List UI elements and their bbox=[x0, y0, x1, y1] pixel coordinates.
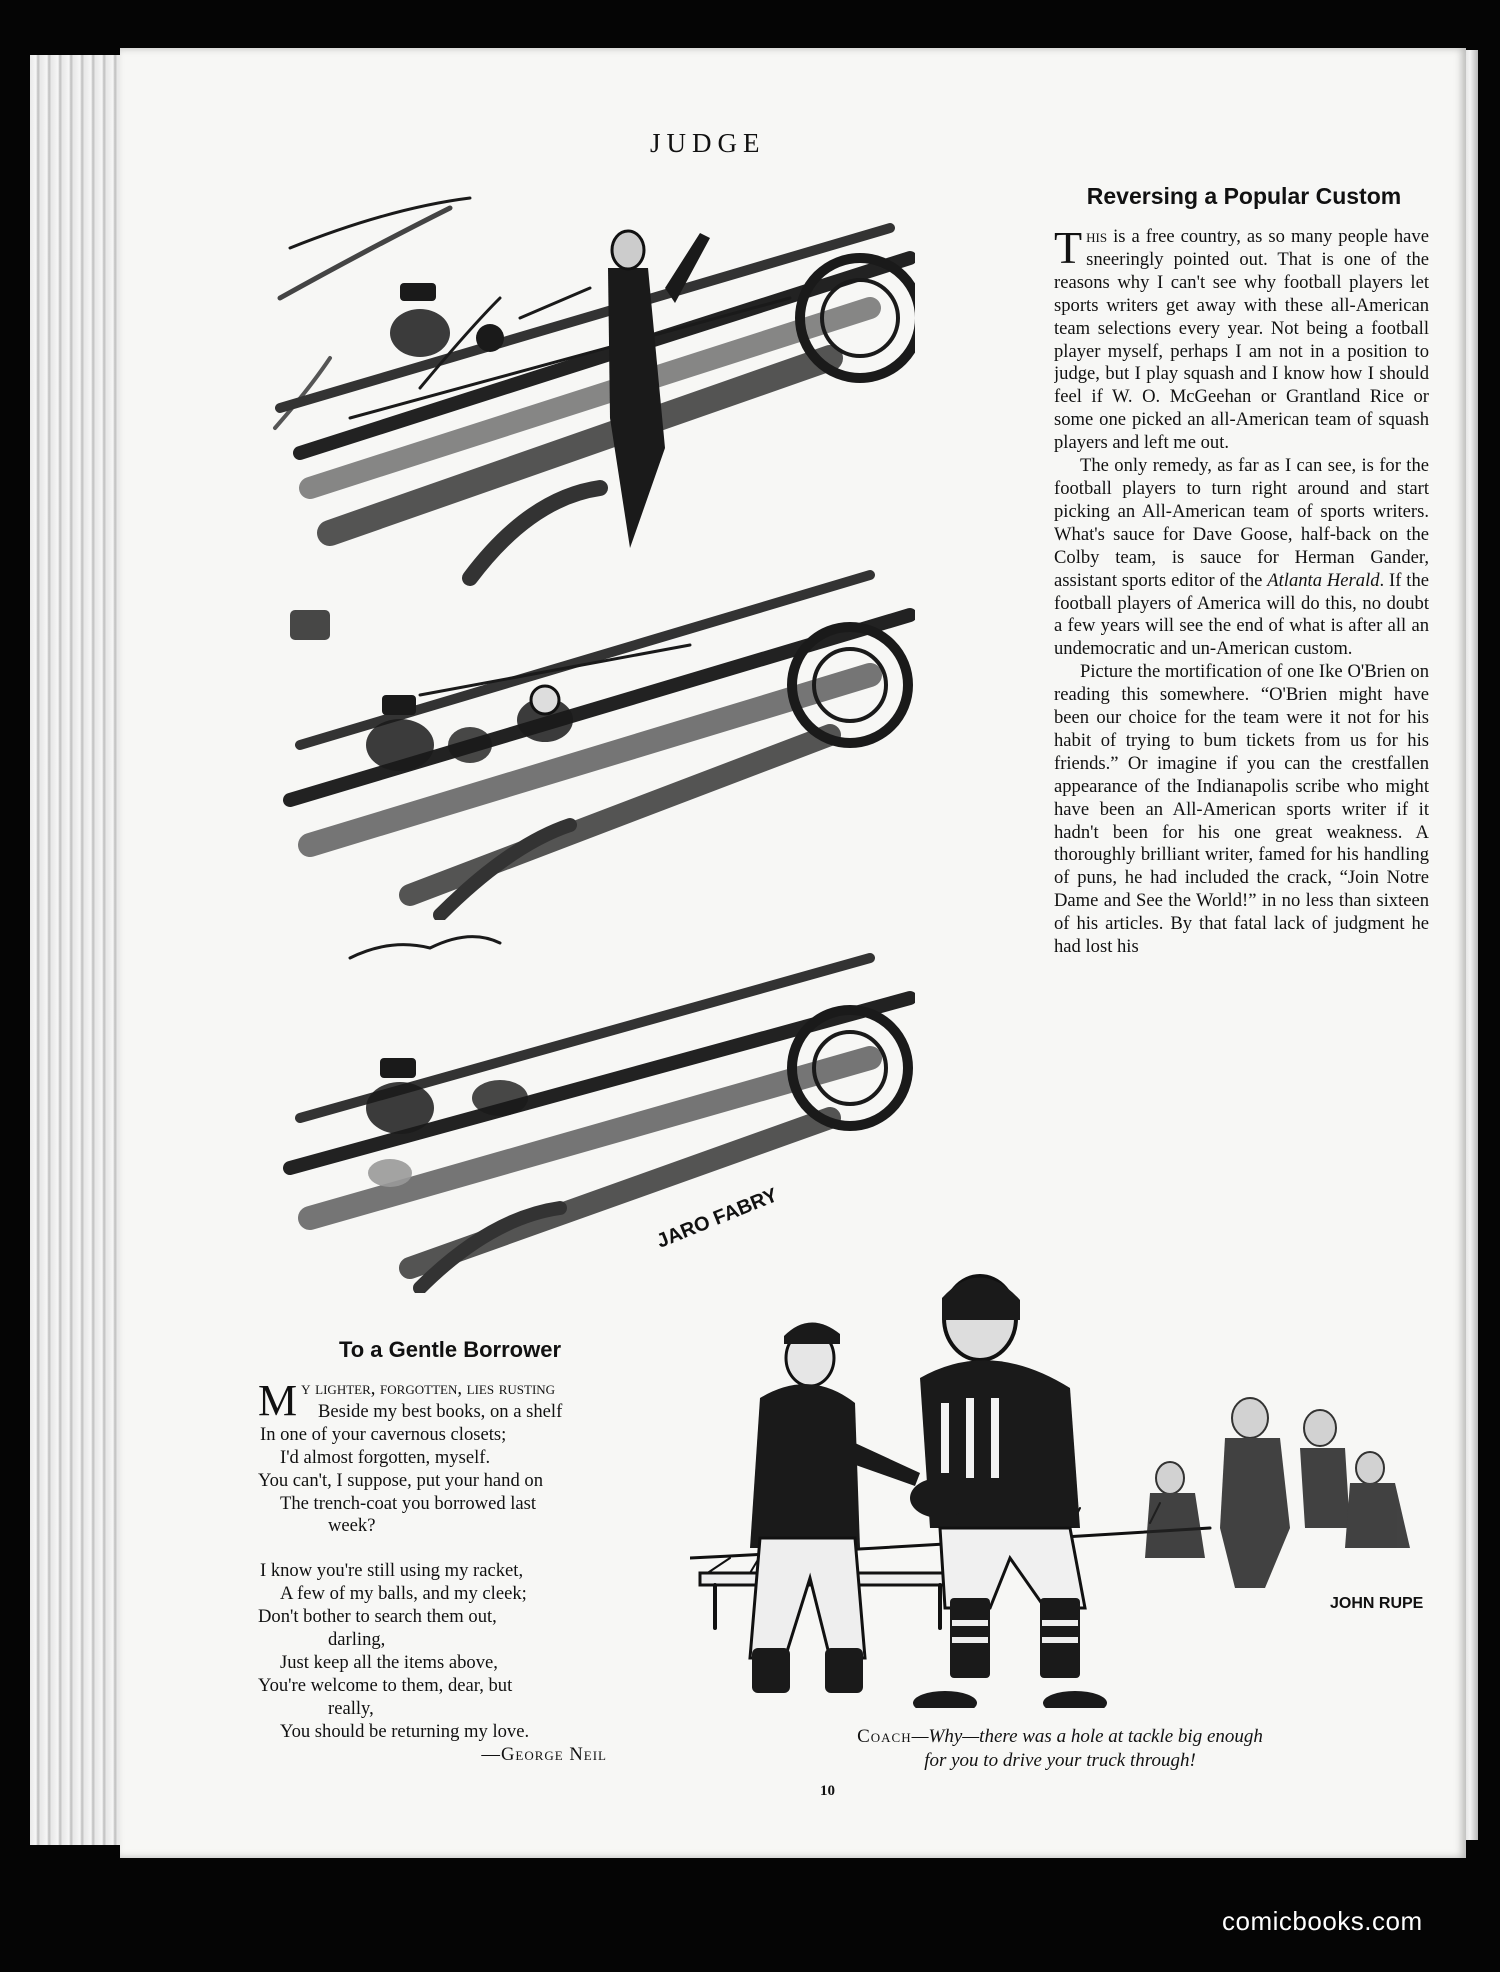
poem-line: Just keep all the items above, bbox=[280, 1651, 498, 1673]
article-body bbox=[1054, 226, 1429, 1171]
poem-line: Don't bother to search them out, bbox=[258, 1606, 497, 1628]
poem-line: darling, bbox=[328, 1629, 386, 1651]
article-title: Reversing a Popular Custom bbox=[1086, 183, 1402, 209]
cartoon-caption bbox=[690, 1725, 1430, 1773]
poem-line: In one of your cavernous closets; bbox=[260, 1423, 507, 1445]
poem-line: You should be returning my love. bbox=[280, 1720, 530, 1742]
article-paragraph-2: The only remedy, as far as I can see, is for the football players to turn right around and start picking an All-American team of sports writers. What's sauce for Dave Goose, half-back on the Colby team, is sauce for Herman Gander, assistant sports editor of the Atlanta Herald. If the football players of America will do this, no doubt a few years will see the end of what is after all an undemocratic and un-American custom. bbox=[1054, 455, 1429, 660]
poem-line: Beside my best books, on a shelf bbox=[318, 1400, 563, 1422]
article-paragraph-3: Picture the mortification of one Ike O'Brien on reading this somewhere. “O'Brien might have been our choice for the team were it not for his habit of trying to bum tickets from us for his friends.” Or imagine if you can the crestfallen appearance of the Indianapolis scribe who might have been an All-American sports writer if it hadn't been for his one great weakness. A thoroughly brilliant writer, famed for his handling of puns, he had included the crack, “Join Notre Dame and See the World!” in no less than sixteen of his articles. By that fatal lack of judgment he had lost his bbox=[1054, 661, 1429, 958]
poem-dropcap: M bbox=[258, 1376, 298, 1425]
poem-title: To a Gentle Borrower bbox=[338, 1337, 562, 1362]
poem-line: You can't, I suppose, put your hand on bbox=[258, 1469, 543, 1491]
football-cartoon bbox=[690, 1228, 1430, 1708]
page-number: 10 bbox=[820, 1783, 835, 1799]
article-dropcap: T bbox=[1054, 226, 1083, 273]
car-cartoon-signature: JARO FABRY bbox=[653, 1184, 781, 1253]
masthead: JUDGE bbox=[650, 128, 766, 158]
caption-speech-2: for you to drive your truck through! bbox=[924, 1750, 1196, 1771]
site-watermark: comicbooks.com bbox=[1222, 1906, 1423, 1936]
poem-line: A few of my balls, and my cleek; bbox=[280, 1583, 527, 1605]
article-paragraph-1-text: is a free country, as so many people have sneeringly pointed out. That is one of the reasons why I can't see why football players let sports writers get away with these all-American team selections every year. Not being a football player myself, perhaps I am not in a position to judge, but I play squash and I know how I should feel if W. O. McGeehan or Grantland Rice or some one picked an all-American team of squash players and left me out. bbox=[1054, 226, 1429, 454]
caption-speaker: Coach bbox=[857, 1726, 912, 1747]
poem-line: The trench-coat you borrowed last bbox=[280, 1492, 537, 1514]
poem-line: really, bbox=[328, 1697, 374, 1719]
poem-line: week? bbox=[328, 1515, 376, 1537]
poem-line: I know you're still using my racket, bbox=[260, 1560, 524, 1582]
newspaper-name: Atlanta Herald bbox=[1267, 569, 1380, 591]
football-cartoon-signature: JOHN RUPE bbox=[1330, 1595, 1424, 1612]
poem-line: My lighter, forgotten, lies rusting bbox=[258, 1376, 556, 1425]
stanza-break bbox=[258, 1538, 632, 1560]
poem-body bbox=[258, 1378, 632, 1767]
poem-line: I'd almost forgotten, myself. bbox=[280, 1446, 491, 1468]
car-cartoon-panel-2 bbox=[270, 545, 915, 920]
poem-line: You're welcome to them, dear, but bbox=[258, 1674, 513, 1696]
article-paragraph-1 bbox=[1054, 226, 1429, 455]
article-first-word: his bbox=[1086, 226, 1108, 247]
poem-author: —George Neil bbox=[481, 1743, 607, 1765]
caption-speech-1: —Why—there was a hole at tackle big enough bbox=[911, 1726, 1263, 1747]
car-cartoon-panel-1 bbox=[270, 188, 915, 598]
caption-line-1 bbox=[690, 1725, 1430, 1749]
